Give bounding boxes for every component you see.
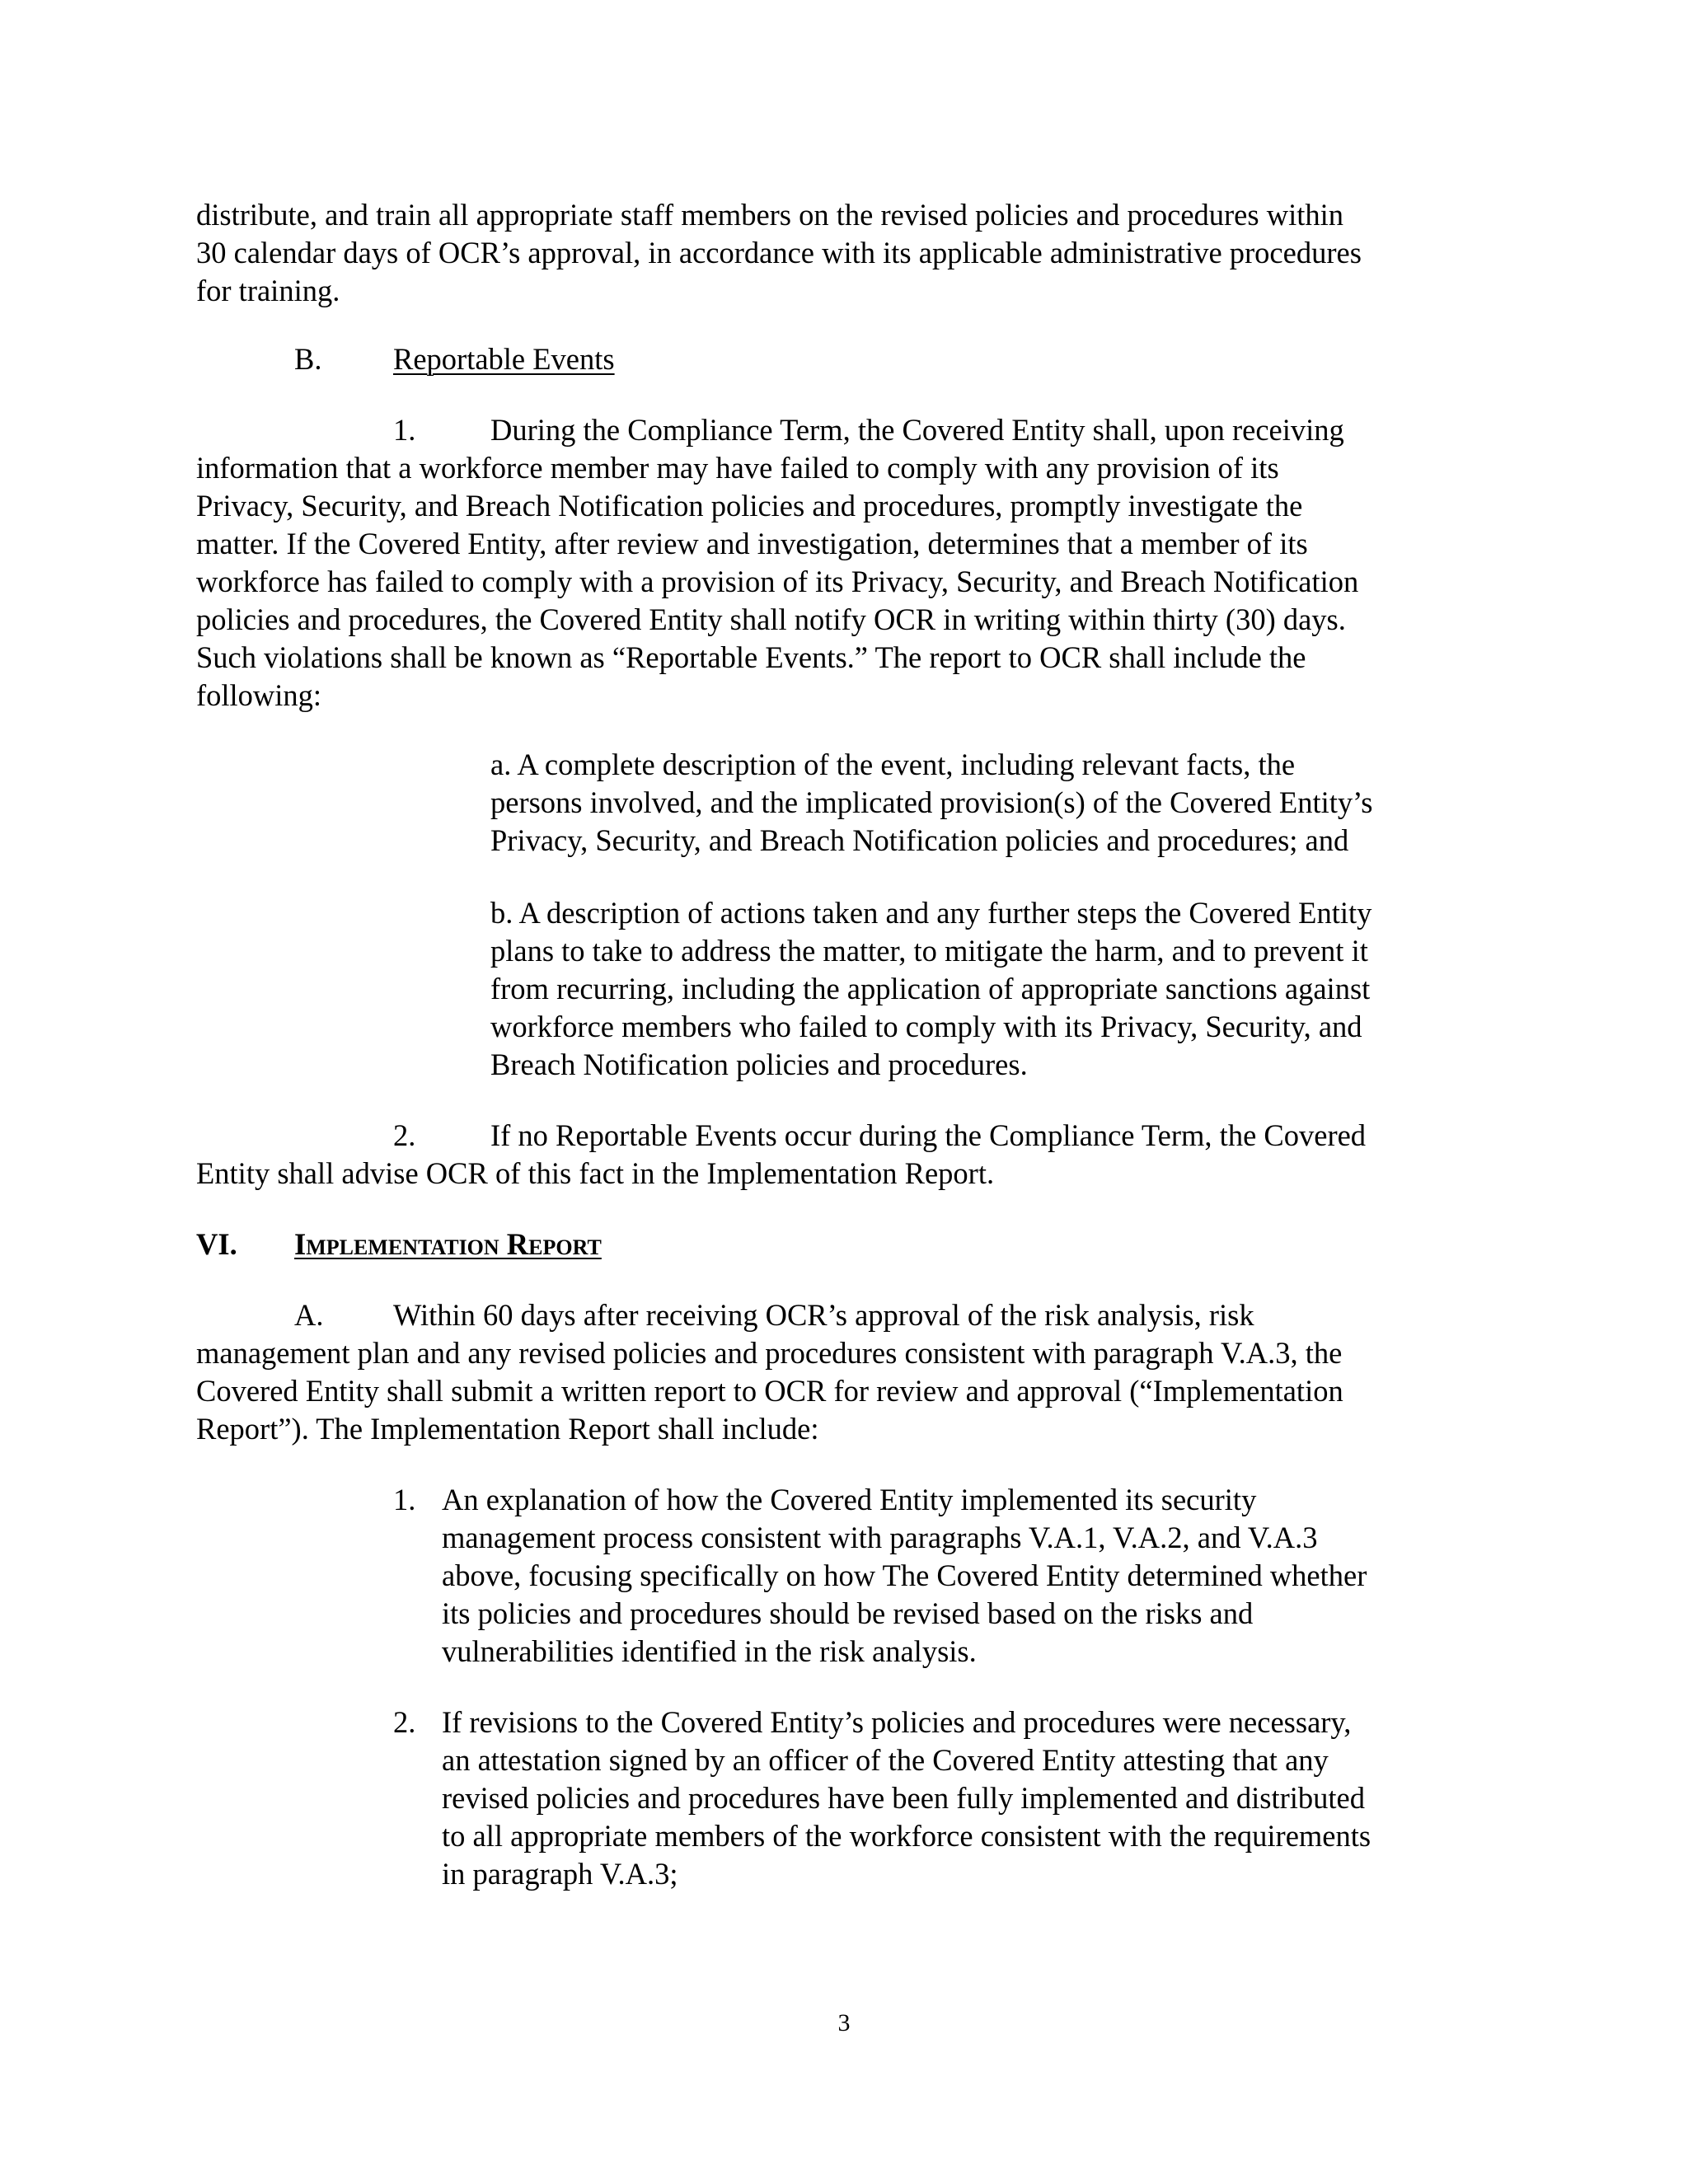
text-line: Privacy, Security, and Breach Notification policies and procedures, promptly investigate the (196, 489, 1303, 523)
text-line: in paragraph V.A.3; (442, 1857, 678, 1891)
text-line: distribute, and train all appropriate staff members on the revised policies and procedures within (196, 198, 1343, 232)
list-item-number: 2. (393, 1705, 416, 1739)
item-b1-first-line: During the Compliance Term, the Covered Entity shall, upon receiving (490, 413, 1344, 447)
text-line: persons involved, and the implicated provision(s) of the Covered Entity’s (490, 785, 1373, 819)
text-line: for training. (196, 274, 340, 307)
text-line: If revisions to the Covered Entity’s policies and procedures were necessary, (442, 1705, 1352, 1739)
text-line: matter. If the Covered Entity, after review and investigation, determines that a member of its (196, 527, 1308, 560)
text-line: plans to take to address the matter, to mitigate the harm, and to prevent it (490, 934, 1368, 968)
text-line: management process consistent with paragraphs V.A.1, V.A.2, and V.A.3 (442, 1521, 1318, 1554)
text-line: 30 calendar days of OCR’s approval, in accordance with its applicable administrative procedures (196, 236, 1362, 269)
section-vi-label: VI. (196, 1227, 237, 1261)
text-line: its policies and procedures should be revised based on the risks and (442, 1596, 1254, 1630)
text-line: Such violations shall be known as “Reportable Events.” The report to OCR shall include the (196, 640, 1306, 674)
list-item-number: 1. (393, 1483, 416, 1516)
text-line: above, focusing specifically on how The Covered Entity determined whether (442, 1558, 1367, 1592)
text-line: following: (196, 678, 322, 712)
section-vi-heading: Implementation Report (294, 1227, 602, 1261)
item-b1-number: 1. (393, 413, 416, 447)
item-b1-paragraph (196, 449, 1358, 715)
section-b-label: B. (294, 342, 322, 376)
text-line: b. A description of actions taken and any further steps the Covered Entity (490, 896, 1372, 930)
page-number: 3 (837, 2009, 851, 2036)
text-line: Report”). The Implementation Report shall include: (196, 1412, 819, 1446)
text-line: to all appropriate members of the workforce consistent with the requirements (442, 1819, 1372, 1853)
text-line: a. A complete description of the event, including relevant facts, the (490, 748, 1296, 781)
text-line: policies and procedures, the Covered Entity shall notify OCR in writing within thirty (30) days. (196, 602, 1346, 636)
intro-paragraph (196, 196, 1362, 310)
text-line: Privacy, Security, and Breach Notification policies and procedures; and (490, 823, 1349, 857)
text-line: vulnerabilities identified in the risk analysis. (442, 1634, 977, 1668)
section-b-heading: Reportable Events (393, 342, 615, 376)
para-a-first-line: Within 60 days after receiving OCR’s approval of the risk analysis, risk (393, 1298, 1254, 1332)
item-b2-line2: Entity shall advise OCR of this fact in the Implementation Report. (196, 1156, 995, 1190)
text-line: Breach Notification policies and procedures. (490, 1047, 1028, 1081)
subitem-b (490, 894, 1372, 1084)
para-a-paragraph (196, 1334, 1343, 1448)
item-b2-number: 2. (393, 1118, 416, 1152)
list-item (442, 1704, 1371, 1893)
text-line: workforce members who failed to comply with its Privacy, Security, and (490, 1010, 1362, 1043)
item-b2-first-line: If no Reportable Events occur during the Compliance Term, the Covered (490, 1118, 1367, 1152)
text-line: information that a workforce member may have failed to comply with any provision of its (196, 451, 1279, 485)
text-line: an attestation signed by an officer of the Covered Entity attesting that any (442, 1743, 1329, 1777)
text-line: Covered Entity shall submit a written report to OCR for review and approval (“Implementation (196, 1374, 1343, 1408)
text-line: An explanation of how the Covered Entity implemented its security (442, 1483, 1257, 1516)
list-item (442, 1481, 1367, 1671)
text-line: revised policies and procedures have been fully implemented and distributed (442, 1781, 1365, 1815)
subitem-a (490, 746, 1372, 860)
text-line: workforce has failed to comply with a provision of its Privacy, Security, and Breach Notification (196, 565, 1359, 598)
text-line: management plan and any revised policies and procedures consistent with paragraph V.A.3, the (196, 1336, 1343, 1370)
text-line: from recurring, including the application of appropriate sanctions against (490, 972, 1371, 1005)
para-a-label: A. (294, 1298, 324, 1332)
